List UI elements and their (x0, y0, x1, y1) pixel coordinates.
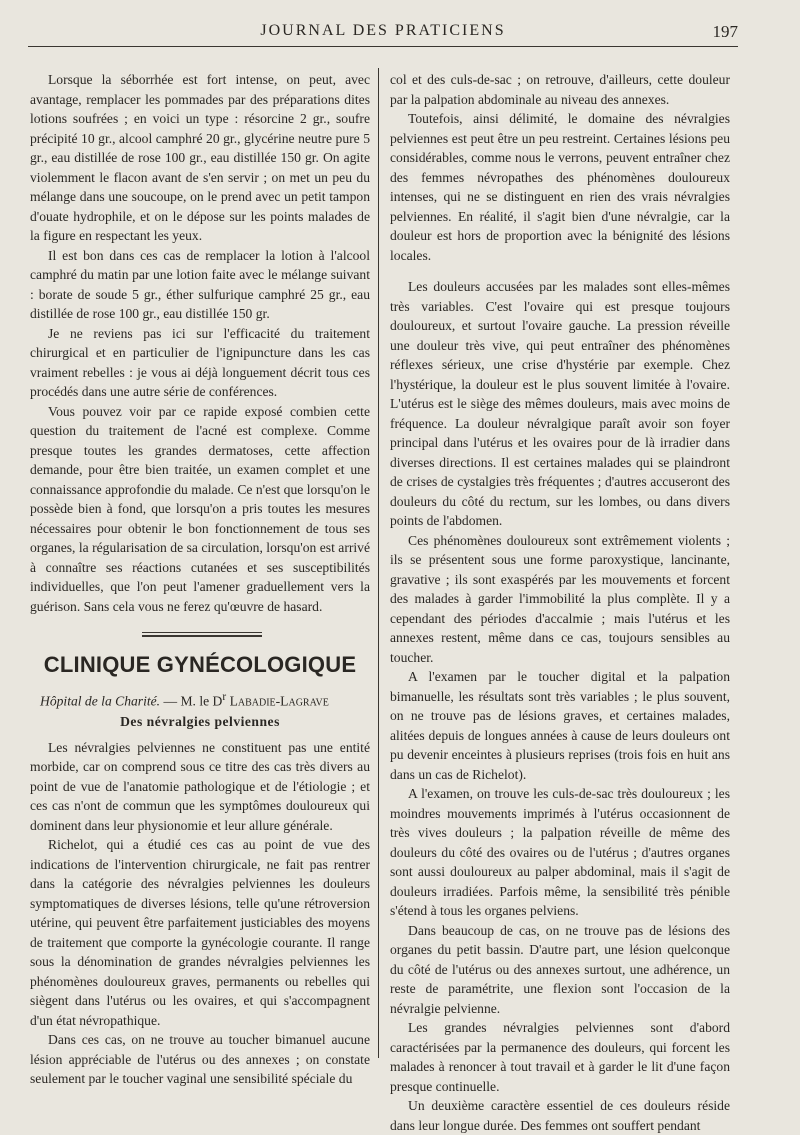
paragraph: Dans beaucoup de cas, on ne trouve pas de lésions des organes du petit bassin. D'autre part, une lésion quelconque du côté de l'utérus ou des annexes surtout, une adhérence, un reste de paramétrite, une flexion sont l'occasion de la névralgie pelvienne. (390, 922, 730, 1016)
paragraph: Vous pouvez voir par ce rapide exposé combien cette question du traitement de l'acné est complexe. Comme presque toutes les grandes dermatoses, cette affection demande, pour être bien traitée, un examen complet et une connaissance approfondie du malade. Ce n'est que lorsqu'on le possède bien à fond, que lorsqu'on a pris toutes les mesures nécessaires pour obtenir le bon fonctionnement de tous ses organes, la régularisation de sa circulation, lorsqu'on est arrivé à connaître ses réactions cutanées et ses susceptibilités individuelles, que l'on peut l'amener graduellement vers la guérison. Sans cela vous ne ferez qu'œuvre de hasard. (30, 403, 370, 614)
paragraph: Dans ces cas, on ne trouve au toucher bimanuel aucune lésion appréciable de l'utérus ou des annexes ; on constate seulement par le toucher vaginal une sensibilité spéciale du (30, 1032, 370, 1087)
journal-title: JOURNAL DES PRATICIENS (260, 22, 506, 39)
paragraph: Je ne reviens pas ici sur l'efficacité du traitement chirurgical et en particulier de l'ignipuncture dans les cas vraiment rebelles : je vous ai déjà longuement décrit tous ces procédés dans une autre série de conférences. (30, 325, 370, 399)
page-number: 197 (712, 22, 738, 41)
paragraph: Ces phénomènes douloureux sont extrêmement violents ; ils se présentent sous une forme paroxystique, lancinante, gravative ; ils sont exaspérés par les mouvements et forcent des malades à garder l'immobilité la plus complète. Il y a cependant des périodes d'accalmie ; mais l'utérus et les annexes restent, même dans ce cas, toujours sensibles au toucher. (390, 532, 730, 665)
paragraph: col et des culs-de-sac ; on retrouve, d'ailleurs, cette douleur par la palpation abdominale au niveau des annexes. (390, 72, 730, 107)
hospital-name: Hôpital de la Charité. (40, 693, 161, 709)
paragraph: Les névralgies pelviennes ne constituent pas une entité morbide, car on comprend sous ce titre des cas très divers au point de vue de l'anatomie pathologique et de l'étiologie ; et ces cas n'ont de commun que les symptômes douloureux qui dominent dans leur physionomie et leur allure générale. (30, 739, 370, 833)
author-title-sup: r (222, 691, 227, 703)
article-subtitle: Des névralgies pelviennes (120, 714, 280, 730)
paragraph: A l'examen par le toucher digital et la palpation bimanuelle, les résultats sont très variables ; le plus souvent, on ne trouve pas de lésions graves, et certaines malades, alitées depuis de longues années à cause de leurs douleurs ont pu devenir enceintes à plusieurs reprises (trois fois en huit ans dans un cas de Richelot). (390, 669, 730, 782)
column-divider (378, 68, 379, 1058)
paragraph: Les grandes névralgies pelviennes sont d'abord caractérisées par la permanence des douleurs, qui forcent les malades à renoncer à tout travail et à garder le lit d'une façon presque continuelle. (390, 1020, 730, 1094)
lecture-attribution (30, 688, 370, 711)
section-title: CLINIQUE GYNÉCOLOGIQUE (43, 652, 357, 677)
paragraph: Toutefois, ainsi délimité, le domaine des névralgies pelviennes est peut être un peu restreint. Certaines lésions peu considérables, comme nous le verrons, peuvent entraîner chez des femmes névropathes des phénomènes douloureux intenses, qui ne se distinguent en rien des vrais névralgies pelviennes. En réalité, il s'agit bien d'une névralgie, car la douleur est hors de proportion avec la bénignité des lésions locales. (390, 111, 730, 263)
paragraph: Les douleurs accusées par les malades sont elles-mêmes très variables. C'est l'ovaire qui est presque toujours douloureux, et surtout l'ovaire gauche. La pression réveille une douleur très vive, qui peut entraîner des phénomènes réflexes sérieux, une crise d'hystérie par exemple. Chez l'hystérique, la douleur est le plus souvent limitée à l'ovaire. L'utérus est le siège des mêmes douleurs, mais avec moins de fréquence. La douleur névralgique paraît avoir son foyer principal dans l'utérus et les ovaires pour de là irradier dans diverses directions. Il est certaines malades qui se plaindront de crises de cystalgies très fréquentes ; d'autres accuseront des douleurs du côté du rectum, sur les lombes, ou dans divers points de l'abdomen. (390, 279, 730, 528)
section-separator (30, 616, 370, 650)
page-header (28, 20, 738, 47)
paragraph: A l'examen, on trouve les culs-de-sac très douloureux ; les moindres mouvements imprimés à l'utérus occasionnent de très vives douleurs ; la palpation réveille de même des douleurs du côté des ovaires ou de l'utérus ; d'autres organes sont aussi douloureux au palper abdominal, mais il s'agit de douleurs irradiées. Parfois même, la sensibilité très pénible s'étend à tous les organes pelviens. (390, 786, 730, 918)
author-name: Labadie-Lagrave (226, 693, 329, 709)
left-column (30, 70, 370, 1089)
author-prefix: — M. le D (160, 693, 223, 709)
paragraph: Il est bon dans ces cas de remplacer la lotion à l'alcool camphré du matin par une lotion faite avec le mélange suivant : borate de soude 5 gr., éther sulfurique camphré 25 gr., eau distillée de rose 100 gr., eau distillée 150 gr. (30, 247, 370, 321)
paragraph: Lorsque la séborrhée est fort intense, on peut, avec avantage, remplacer les pommades par des préparations dites lotions soufrées ; en voici un type : résorcine 2 gr., soufre précipité 10 gr., alcool camphré 20 gr., glycérine neutre pure 5 gr., eau distillée de rose 100 gr., eau distillée 150 gr. On agite violemment le flacon avant de s'en servir ; on met un peu du mélange dans une soucoupe, on le prend avec un petit tampon d'ouate hydrophile, et on le dépose sur les points malades de la figure en respectant les yeux. (30, 72, 370, 243)
paragraph: Richelot, qui a étudié ces cas au point de vue des indications de l'intervention chirurgicale, ne fait pas rentrer dans la catégorie des névralgies pelviennes les douleurs symptomatiques de diverses lésions, telle qu'une rétroversion utérine, qui peuvent être parfaitement justiciables des moyens de traitement que comporte la gynécologie courante. Il range sous la dénomination de grandes névralgies pelviennes les phénomènes douloureux graves, permanents ou rebelles qui siègent dans l'utérus ou les ovaires, et qui s'accompagnent d'un état névropathique. (30, 837, 370, 1028)
paragraph: Un deuxième caractère essentiel de ces douleurs réside dans leur longue durée. Des femmes ont souffert pendant (390, 1098, 730, 1133)
right-column (390, 70, 730, 1135)
